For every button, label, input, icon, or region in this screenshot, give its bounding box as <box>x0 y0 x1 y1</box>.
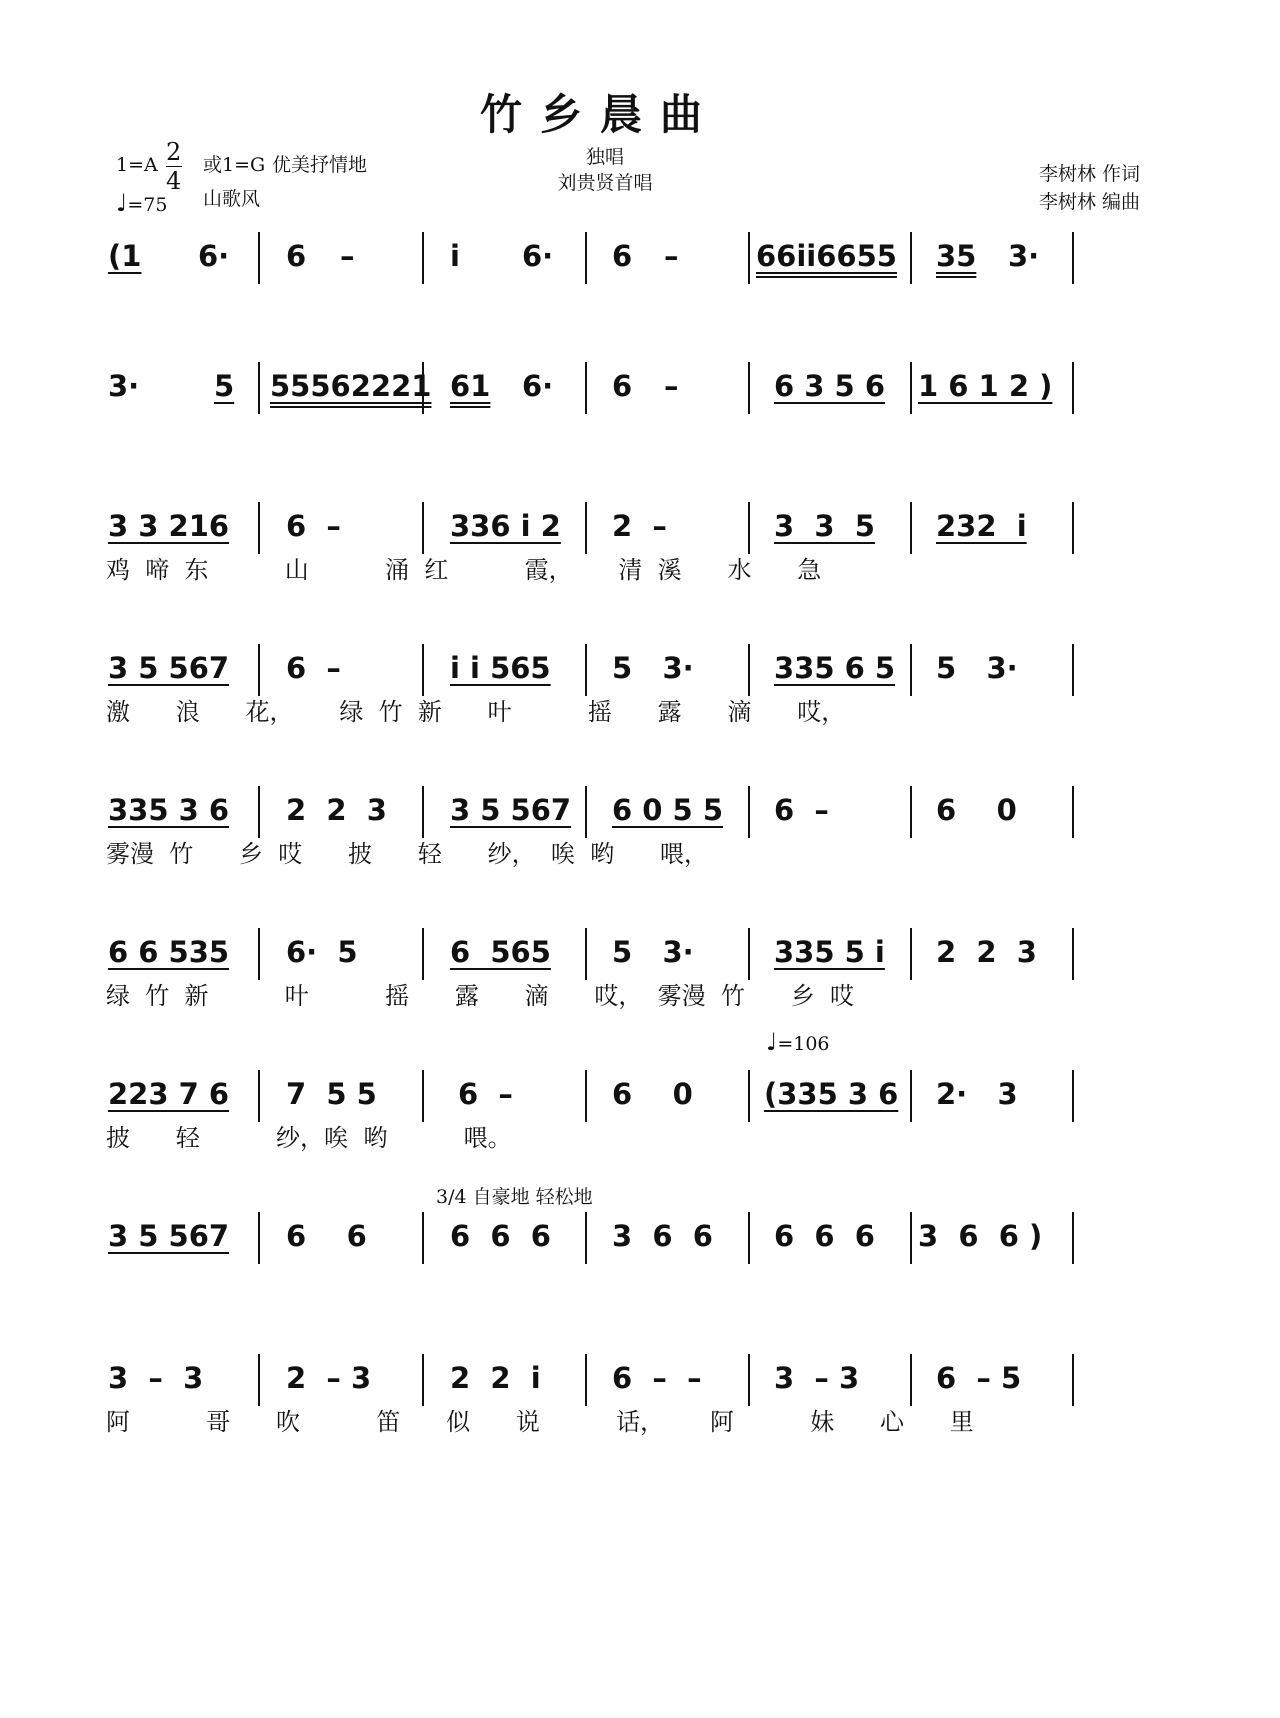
barline <box>910 1212 912 1264</box>
tempo-marking <box>116 190 167 218</box>
note-group: 55562221 <box>270 369 432 403</box>
barline <box>422 1212 424 1264</box>
note-group: 5 3· <box>612 651 694 685</box>
lyrics-line: 鸡 啼 东 山 涌 红 霞， 清 溪 水 急 <box>106 556 822 584</box>
lyrics-line: 雾漫 竹 乡 哎 披 轻 纱， 唉 哟 喂， <box>106 840 708 868</box>
note-group: 335 6 5 <box>774 651 896 685</box>
time-signature <box>166 140 182 193</box>
tempo-value: =106 <box>777 1033 830 1055</box>
note-group: – <box>664 369 679 403</box>
note-group: 66ii6655 <box>756 239 897 273</box>
section-mark: 3/4 自豪地 轻松地 <box>436 1186 593 1208</box>
arranger: 李树林 编曲 <box>1038 191 1140 213</box>
note-group: 336 i 2 <box>450 509 561 543</box>
alt-key: 或1=G <box>203 154 266 176</box>
note-group: 35 <box>936 239 977 273</box>
note-group: 335 5 i <box>774 935 885 969</box>
barline <box>422 1354 424 1406</box>
note-group: 223 7 6 <box>108 1077 230 1111</box>
barline <box>585 1070 587 1122</box>
note-group: 6 3 5 6 <box>774 369 886 403</box>
staff-row <box>0 924 1280 1034</box>
barline <box>1072 1212 1074 1264</box>
performer: 刘贵贤首唱 <box>557 172 653 194</box>
note-group: 2 – 3 <box>286 1361 372 1395</box>
barline <box>1072 502 1074 554</box>
note-group: (335 3 6 <box>764 1077 899 1111</box>
barline <box>748 928 750 980</box>
note-group: 61 <box>450 369 491 403</box>
note-group: 3 3 5 <box>774 509 875 543</box>
barline <box>748 1212 750 1264</box>
barline <box>258 232 260 284</box>
barline <box>422 928 424 980</box>
time-sig-top: 2 <box>166 138 182 166</box>
barline <box>585 928 587 980</box>
note-group: 2 – <box>612 509 667 543</box>
barline <box>1072 1070 1074 1122</box>
staff-row <box>0 1028 1280 1176</box>
performance-info <box>540 144 670 196</box>
note-group: 6· <box>198 239 230 273</box>
note-group: 7 5 5 <box>286 1077 377 1111</box>
note-group: 3· <box>108 369 140 403</box>
note-group: 6 6 <box>286 1219 367 1253</box>
barline <box>422 502 424 554</box>
note-group: 6 565 <box>450 935 551 969</box>
barline <box>258 1070 260 1122</box>
note-group: 232 i <box>936 509 1027 543</box>
barline <box>910 232 912 284</box>
quarter-note-icon: ♩ <box>766 1028 778 1056</box>
expression-mark: 优美抒情地 <box>272 154 368 176</box>
barline <box>748 786 750 838</box>
barline <box>748 1070 750 1122</box>
note-group: 6· <box>522 369 554 403</box>
note-group: 3 – 3 <box>108 1361 204 1395</box>
note-group: 6· <box>522 239 554 273</box>
barline <box>910 1354 912 1406</box>
note-group: 5 3· <box>936 651 1018 685</box>
barline <box>422 786 424 838</box>
barline <box>1072 644 1074 696</box>
staff-row <box>0 1350 1280 1460</box>
note-group: i i 565 <box>450 651 551 685</box>
staff-row <box>0 640 1280 750</box>
note-group: 2· 3 <box>936 1077 1018 1111</box>
barline <box>585 786 587 838</box>
note-group: 6 0 <box>936 793 1017 827</box>
note-group: 1 6 1 2 ) <box>918 369 1053 403</box>
barline <box>258 362 260 414</box>
key-signature: 1=A <box>116 154 158 176</box>
note-group: 3 5 567 <box>450 793 572 827</box>
note-group: 3 5 567 <box>108 651 230 685</box>
barline <box>748 232 750 284</box>
time-sig-bottom: 4 <box>166 167 182 195</box>
barline <box>258 644 260 696</box>
note-group: 6 <box>612 369 633 403</box>
barline <box>258 786 260 838</box>
note-group: 3· <box>1008 239 1040 273</box>
note-group: 6 – – <box>612 1361 702 1395</box>
note-group: 3 6 6 ) <box>918 1219 1043 1253</box>
credits <box>1039 160 1140 216</box>
note-group: 3 6 6 <box>612 1219 713 1253</box>
barline <box>748 502 750 554</box>
barline <box>258 1354 260 1406</box>
barline <box>422 1070 424 1122</box>
barline <box>585 1354 587 1406</box>
staff-row <box>0 228 1280 338</box>
note-group: 2 2 3 <box>286 793 387 827</box>
note-group: 6 0 <box>612 1077 693 1111</box>
note-group: 6 6 535 <box>108 935 230 969</box>
barline <box>258 1212 260 1264</box>
staff-row <box>0 358 1280 468</box>
note-group: 3 5 567 <box>108 1219 230 1253</box>
note-group: 6 <box>612 239 633 273</box>
note-group: 6 – <box>774 793 829 827</box>
tempo-change <box>766 1028 830 1056</box>
barline <box>1072 786 1074 838</box>
note-group: 3 – 3 <box>774 1361 860 1395</box>
note-group: 335 3 6 <box>108 793 230 827</box>
barline <box>258 928 260 980</box>
note-group: 6· 5 <box>286 935 358 969</box>
note-group: 6 – 5 <box>936 1361 1022 1395</box>
barline <box>910 928 912 980</box>
lyrics-line: 披 轻 纱，唉 哟 喂。 <box>106 1124 512 1152</box>
barline <box>748 644 750 696</box>
staff-row <box>0 1186 1280 1318</box>
quarter-note-icon: ♩ <box>116 189 128 217</box>
barline <box>422 232 424 284</box>
style-mark: 山歌风 <box>203 188 261 210</box>
barline <box>748 1354 750 1406</box>
note-group: 2 2 3 <box>936 935 1037 969</box>
barline <box>585 232 587 284</box>
note-group: i <box>450 239 460 273</box>
note-group: 5 3· <box>612 935 694 969</box>
barline <box>585 362 587 414</box>
lyrics-line: 阿 哥 吹 笛 似 说 话， 阿 妹 心 里 <box>106 1408 974 1436</box>
barline <box>910 362 912 414</box>
barline <box>258 502 260 554</box>
barline <box>585 1212 587 1264</box>
note-group: – <box>664 239 679 273</box>
barline <box>910 1070 912 1122</box>
note-group: 6 0 5 5 <box>612 793 724 827</box>
barline <box>910 644 912 696</box>
staff-row <box>0 498 1280 608</box>
barline <box>1072 928 1074 980</box>
barline <box>748 362 750 414</box>
note-group: 6 – <box>286 651 341 685</box>
song-title: 竹乡晨曲 <box>479 90 720 139</box>
note-group: 6 – <box>458 1077 513 1111</box>
barline <box>1072 232 1074 284</box>
note-group: – <box>340 239 355 273</box>
note-group: 6 <box>286 239 307 273</box>
note-group: 6 6 6 <box>450 1219 551 1253</box>
note-group: 5 <box>214 369 235 403</box>
note-group: 6 6 6 <box>774 1219 875 1253</box>
note-group: (1 <box>108 239 142 273</box>
note-group: 2 2 i <box>450 1361 541 1395</box>
performance-type: 独唱 <box>585 146 624 168</box>
barline <box>585 644 587 696</box>
barline <box>910 786 912 838</box>
barline <box>585 502 587 554</box>
barline <box>422 644 424 696</box>
barline <box>910 502 912 554</box>
note-group: 6 – <box>286 509 341 543</box>
lyrics-line: 激 浪 花， 绿 竹 新 叶 摇 露 滴 哎， <box>106 698 846 726</box>
tempo-value: =75 <box>127 194 168 216</box>
lyricist: 李树林 作词 <box>1038 163 1140 185</box>
staff-row <box>0 782 1280 892</box>
barline <box>1072 1354 1074 1406</box>
barline <box>1072 362 1074 414</box>
lyrics-line: 绿 竹 新 叶 摇 露 滴 哎， 雾漫 竹 乡 哎 <box>106 982 854 1010</box>
note-group: 3 3 216 <box>108 509 230 543</box>
